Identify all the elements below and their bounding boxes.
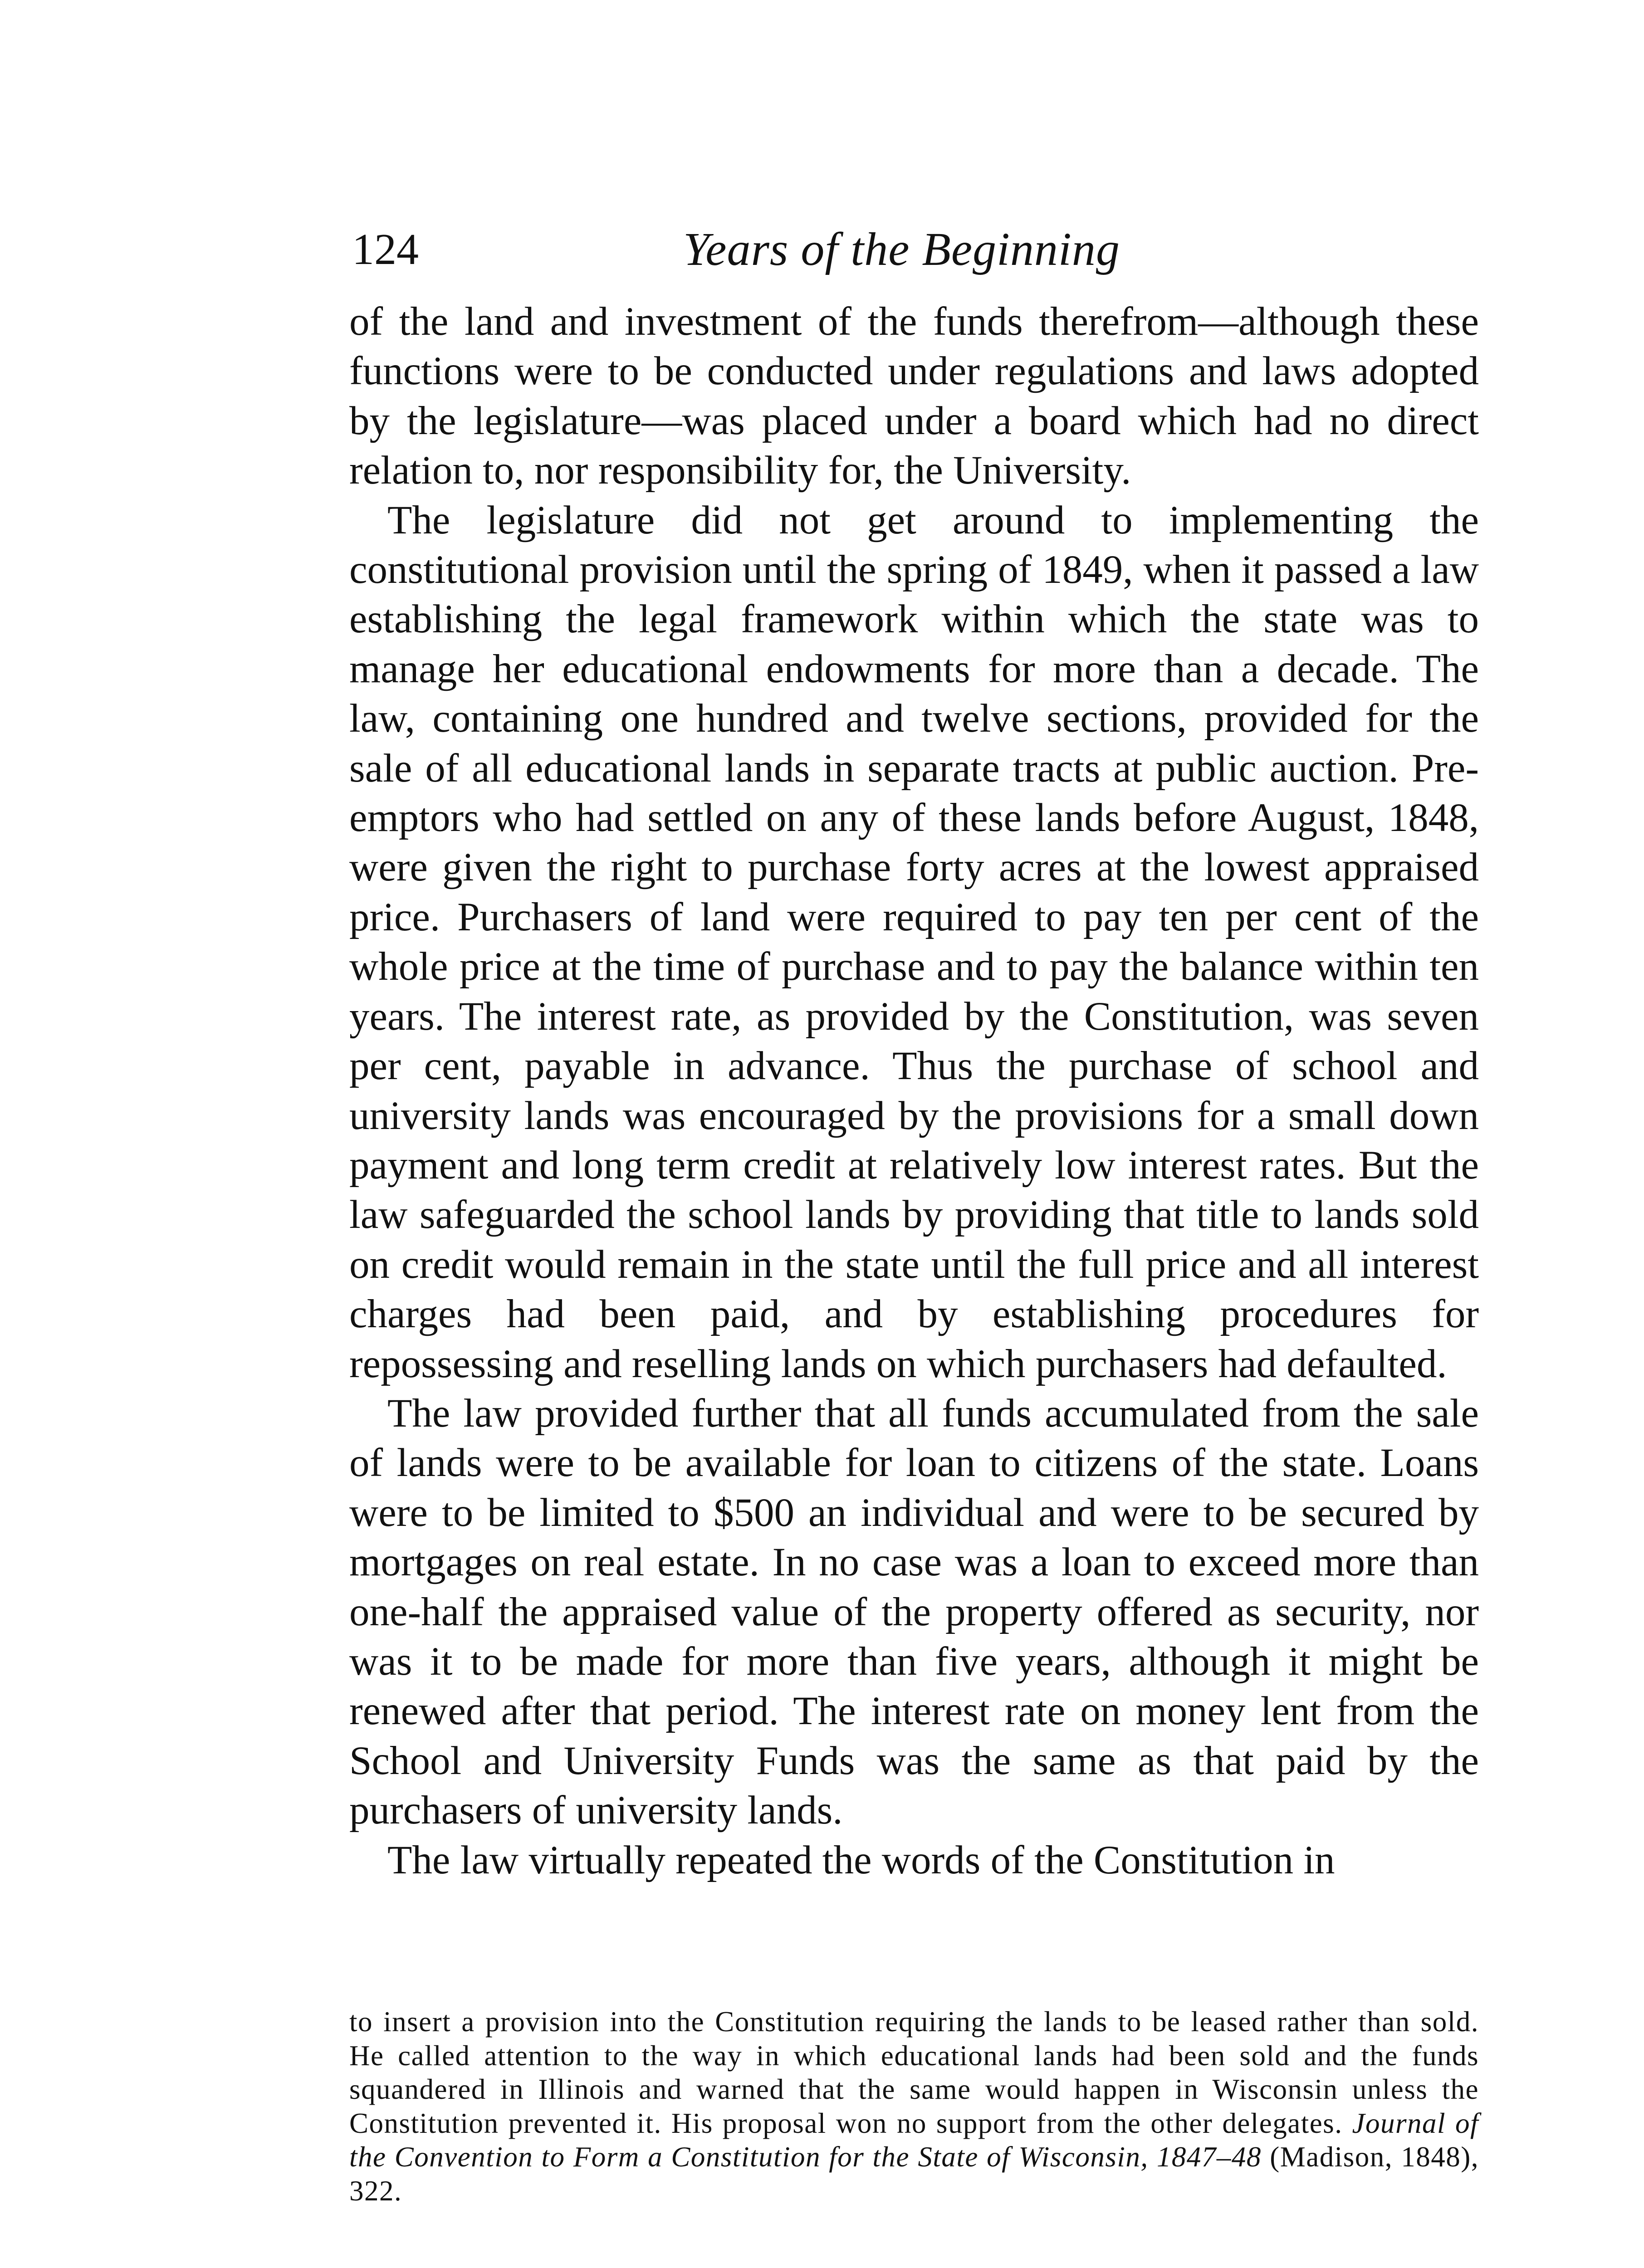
paragraph-continued: of the land and investment of the funds therefrom—although these functions were to be conducted under regulations and laws adopted by the legislature—was placed under a board which had no direct relation to, nor responsibility for, the University. [349, 299, 1479, 493]
footnote-text-start: to insert a provision into the Constitution requiring the lands to be leased rather than sold. He called attention to the way in which educational lands had been sold and the funds squandered in Illinois and warned that the same would happen in Wisconsin unless the Constitution prevented it. His proposal won no support from the other delegates. [349, 2006, 1479, 2139]
page-header [352, 218, 1477, 286]
body-text [349, 297, 1479, 1885]
footnote-citation: (Madison, 1848), 322. [349, 2141, 1479, 2207]
paragraph-loans: The law provided further that all funds accumulated from the sale of lands were to be available for loan to citizens of the state. Loans were to be limited to $500 an individual and were to be secured by mortgages on real estate. In no case was a loan to exceed more than one-half the appraised value of the property offered as security, nor was it to be made for more than five years, although it might be renewed after that period. The interest rate on money lent from the School and University Funds was the same as that paid by the purchasers of university lands. [349, 1391, 1479, 1833]
footnote [349, 2005, 1479, 2208]
page-number: 124 [352, 225, 419, 274]
footnote-text [349, 2005, 1479, 2208]
running-head: Years of the Beginning [683, 223, 1120, 275]
footnote-journal-title: Journal of the Convention to Form a Constitution for the State of Wisconsin, 1847–48 [349, 2107, 1479, 2173]
paragraph-legislature: The legislature did not get around to implementing the constitutional provision until the spring of 1849, when it passed a law establishing the legal framework within which the state was to manage her educational endowments for more than a decade. The law, containing one hundred and twelve sections, provided for the sale of all educational lands in separate tracts at public auction. Pre-emptors who had settled on any of these lands before August, 1848, were given the right to purchase forty acres at the lowest appraised price. Purchasers of land were required to pay ten per cent of the whole price at the time of purchase and to pay the balance within ten years. The interest rate, as provided by the Constitution, was seven per cent, payable in advance. Thus the purchase of school and university lands was encouraged by the provisions for a small down payment and long term credit at relatively low interest rates. But the law safeguarded the school lands by providing that title to lands sold on credit would remain in the state until the full price and all interest charges had been paid, and by establishing procedures for repossessing and reselling lands on which purchasers had defaulted. [349, 498, 1479, 1386]
paragraph-constitution: The law virtually repeated the words of the Constitution in [387, 1838, 1335, 1882]
